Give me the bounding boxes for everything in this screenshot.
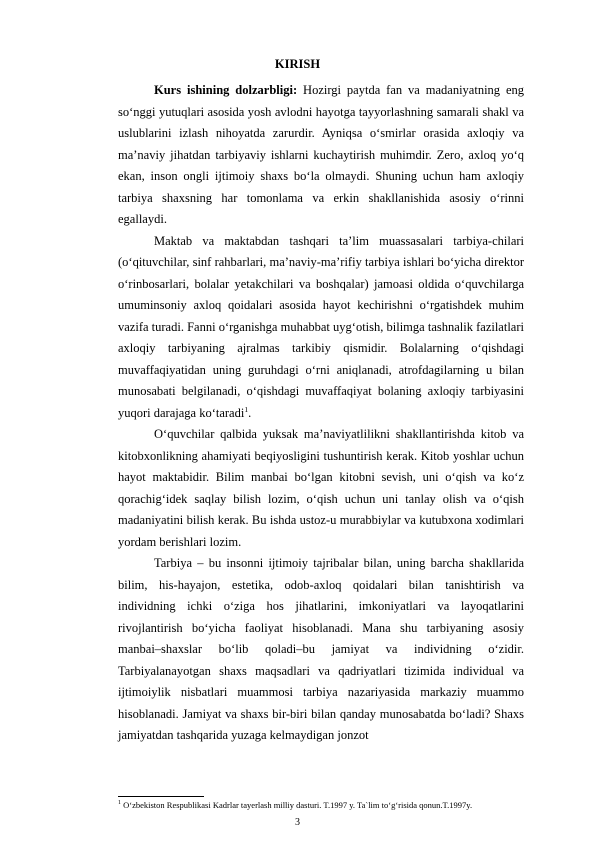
paragraph-3 [118,424,524,553]
paragraph-2 [118,231,524,425]
footnote-separator [118,796,204,797]
paragraph-4 [118,553,524,747]
footnote-reference[interactable]: 1 [244,404,249,414]
paragraph-lead: Kurs ishining dolzarbligi: [154,83,298,97]
section-heading: KIRISH [274,57,321,71]
footnote-text: O‘zbekiston Respublikasi Kadrlar tayerlash milliy dasturi. T.1997 y. Ta`lim to‘g‘risida qonun.T.1997y. [121,800,473,810]
paragraph-2-text: Maktab va maktabdan tashqari ta’lim muassasalari tarbiya-chilari (o‘qituvchilar, sinf rahbarlari, ma’naviy-ma’rifiy tarbiya ishlari bo‘yicha direktor o‘rinbosarlari, bolalar yetakchilari va boshqalar) jamoasi oldida o‘quvchilarga umuminsoniy axloq qoidalari asosida hayot kechirishni o‘rgatishdek muhim vazifa turadi. Fanni o‘rganishga muhabbat uyg‘otish, bilimga tashnalik fazilatlari axloqiy tarbiyaning ajralmas tarkibiy qismidir. Bolalarning o‘qishdagi muvaffaqiyatidan uning guruhdagi o‘rni aniqlanadi, atrofdagilarning u bilan munosabati belgilanadi, o‘qishdagi muvaffaqiyat bolaning axloqiy tarbiyasini yuqori darajaga ko‘taradi [118,233,524,420]
footnote [118,799,524,811]
paragraph-2-end: . [248,405,252,420]
paragraph-1 [118,80,524,231]
body-text [118,80,524,747]
paragraph-1-text: Hozirgi paytda fan va madaniyatning eng so‘nggi yutuqlari asosida yosh avlodni hayotga tayyorlashning samarali shakl va uslublarini izlash nihoyatda zarurdir. Ayniqsa o‘smirlar orasida axloqiy va ma’naviy jihatdan tarbiyaviy ishlarni kuchaytirish muhimdir. Zero, axloq yo‘q ekan, inson ongli ijtimoiy shaxs bo‘la olmaydi. Shuning uchun ham axloqiy tarbiya shaxsning har tomonlama va erkin shakllanishida asosiy o‘rinni egallaydi. [118,83,525,226]
footnote-marker: 1 [118,800,121,807]
paragraph-3-text: O‘quvchilar qalbida yuksak ma’naviyatlilikni shakllantirishda kitob va kitobxonlikning ahamiyati beqiyosligini tushuntirish kerak. Kitob yoshlar uchun hayot maktabidir. Bilim manbai bo‘lgan kitobni sevish, uni o‘qish va ko‘z qorachig‘idek saqlay bilish lozim, o‘qish uchun uni tanlay olish va o‘qish madaniyatini bilish kerak. Bu ishda ustoz-u murabbiylar va kutubxona xodimlari yordam berishlari lozim. [118,427,524,549]
page-number: 3 [295,817,300,828]
paragraph-4-text: Tarbiya – bu insonni ijtimoiy tajribalar bilan, uning barcha shakllarida bilim, his-hayajon, estetika, odob-axloq qoidalari bilan tanishtirish va individning ichki o‘ziga hos jihatlarini, imkoniyatlari va layoqatlarini rivojlantirish bo‘yicha faoliyat hisoblanadi. Mana shu tarbiyaning asosiy manbai–shaxslar bo‘lib qoladi–bu jamiyat va individning o‘zidir. Tarbiyalanayotgan shaxs maqsadlari va qadriyatlari tizimida individual va ijtimoiylik nisbatlari muammosi tarbiya nazariyasida markaziy muammo hisoblanadi. Jamiyat va shaxs bir-biri bilan qanday munosabatda bo‘ladi? Shaxs jamiyatdan tashqarida yuzaga kelmaydigan jonzot [118,556,524,742]
